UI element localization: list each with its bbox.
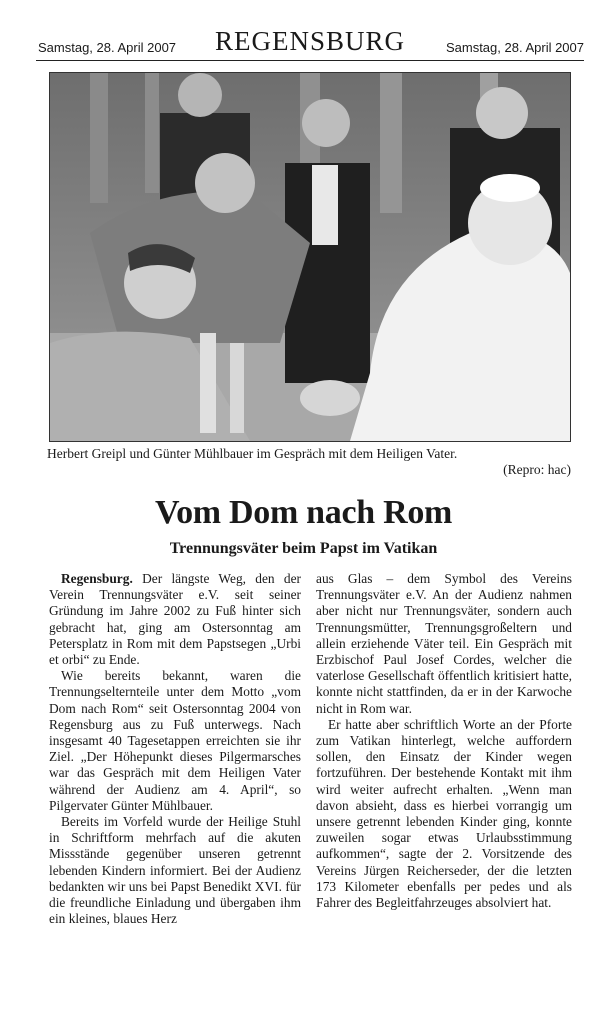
article-headline: Vom Dom nach Rom [154, 494, 453, 531]
issue-date-right: Samstag, 28. April 2007 [445, 40, 584, 55]
photo-caption [47, 446, 571, 478]
article-photo [49, 72, 571, 442]
photo-illustration [50, 73, 570, 441]
section-title: REGENSBURG [214, 26, 406, 56]
caption-text: Herbert Greipl und Günter Mühlbauer im Gespräch mit dem Heiligen Vater. [47, 446, 458, 461]
article-column-left [49, 571, 301, 927]
paragraph-3: Bereits im Vorfeld wurde der Heilige Stuhl in Schriftform mehrfach auf die akuten Missstände gegenüber unseren getrennt lebenden Kindern informiert. Bei der Audienz bedankten wir uns bei Papst Benedikt XVI. für die freundliche Einladung und übergaben ihm ein kleines, blaues Herz [49, 814, 301, 927]
issue-date-left: Samstag, 28. April 2007 [38, 40, 177, 55]
paragraph-2: Wie bereits bekannt, waren die Trennungselternteile unter dem Motto „vom Dom nach Rom“ seit Ostersonntag 2004 von Regensburg aus zu Fuß unterwegs. Nach insgesamt 40 Tagesetappen erreichten sie ihr Ziel. „Der Höhepunkt dieses Pilgermarsches war das Gespräch mit dem Heiligen Vater während der Audienz am 4. April“, so Pilgervater Günter Mühlbauer. [49, 668, 301, 813]
article-subheadline: Trennungsväter beim Papst im Vatikan [169, 540, 438, 557]
paragraph-5: Er hatte aber schriftlich Worte an der Pforte zum Vatikan hinterlegt, welche auffordern sollen, den Einsatz der Kinder wegen fortzuführen. Der bestehende Kontakt mit ihm wird weiter aufrecht erhalten. „Wenn man davon absieht, dass es hierbei vorrangig um unsere getrennt lebenden Kinder ging, konnte zuweilen sogar etwas Urlaubsstimmung aufkommen“, sagte der 2. Vorsitzende des Vereins Jürgen Reicherseder, der die letzten 173 Kilometer ebenfalls per pedes und als Fahrer des Begleitfahrzeuges absolviert hat. [316, 716, 572, 911]
paragraph-1-text: Der längste Weg, den der Verein Trennungsväter e.V. seit seiner Gründung im Jahre 2002 zu Fuß hinter sich gebracht hat, ging am Ostersonntag am Petersplatz in Rom mit dem Papstsegen „Urbi et orbi“ zu Ende. [49, 571, 301, 668]
newspaper-header [36, 26, 584, 61]
paragraph-4: aus Glas – dem Symbol des Vereins Trennungsväter e.V. An der Audienz nahmen aber nicht nur Trennungsväter, sondern auch Trennungsmütter, Trennungsgroßeltern und allein erziehende Väter teil. Ein Gespräch mit Erzbischof Paul Josef Cordes, welcher die vaterlose Gesellschaft öffentlich kritisiert hatte, konnte nicht stattfinden, da er in der Karwoche nicht in Rom war. [316, 571, 572, 716]
paragraph-1 [49, 571, 301, 668]
article-column-right [316, 571, 572, 911]
photo-credit: (Repro: hac) [503, 462, 571, 477]
dateline: Regensburg. [61, 571, 133, 586]
